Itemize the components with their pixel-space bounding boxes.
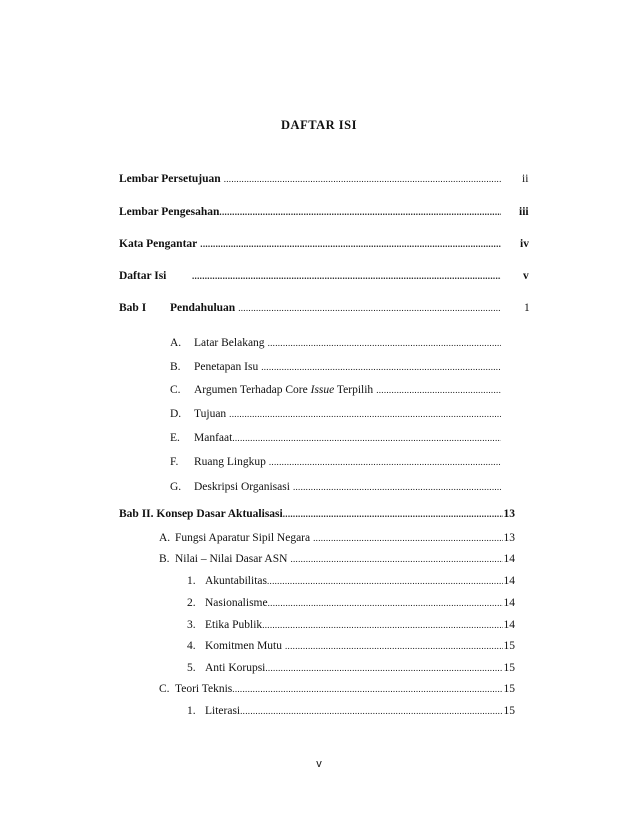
toc-item-manfaat[interactable]: [170, 430, 502, 446]
toc-entry-lembar-pengesahan[interactable]: [119, 204, 502, 220]
subitem-number: 4.: [187, 640, 196, 652]
toc-chapter-bab-1[interactable]: [119, 300, 502, 316]
toc-entry-page: iv: [520, 238, 529, 250]
toc-entry-page: 14: [503, 553, 515, 565]
item-label-italic: Issue: [310, 384, 335, 396]
leader-dots: [192, 268, 501, 284]
item-letter: D.: [170, 408, 182, 420]
leader-dots: [290, 551, 502, 567]
leader-dots: [265, 660, 502, 676]
subitem-label: Akuntabilitas: [205, 575, 267, 587]
toc-entry-label: Kata Pengantar: [119, 238, 198, 250]
item-letter: F.: [170, 456, 179, 468]
toc-entry-page: ii: [522, 173, 529, 185]
toc-entry-kata-pengantar[interactable]: [119, 236, 502, 252]
section-label: Fungsi Aparatur Sipil Negara: [175, 532, 311, 544]
subitem-number: 5.: [187, 662, 196, 674]
leader-dots: [232, 681, 502, 697]
toc-item-penetapan-isu[interactable]: [170, 359, 502, 375]
section-letter: C.: [159, 683, 170, 695]
toc-entry-page: 15: [503, 705, 515, 717]
leader-dots: [268, 335, 501, 351]
toc-subitem-literasi[interactable]: [187, 703, 515, 719]
item-letter: C.: [170, 384, 181, 396]
toc-entry-page: 15: [503, 683, 515, 695]
item-label-text: Argumen Terhadap Core: [194, 384, 311, 396]
item-label: Deskripsi Organisasi: [194, 481, 290, 493]
toc-subitem-akuntabilitas[interactable]: [187, 573, 515, 589]
section-label: Nilai – Nilai Dasar ASN: [175, 553, 288, 565]
toc-subitem-etika-publik[interactable]: [187, 617, 515, 633]
leader-dots: [224, 171, 501, 187]
section-label: Teori Teknis: [175, 683, 233, 695]
chapter-title: Bab II. Konsep Dasar Aktualisasi: [119, 508, 283, 520]
toc-item-ruang-lingkup[interactable]: [170, 454, 502, 470]
toc-entry-page: iii: [519, 206, 529, 218]
toc-entry-page: 14: [503, 597, 515, 609]
leader-dots: [232, 430, 501, 446]
toc-entry-page: v: [523, 270, 529, 282]
leader-dots: [268, 595, 503, 611]
toc-chapter-bab-2[interactable]: [119, 506, 515, 522]
toc-subitem-anti-korupsi[interactable]: [187, 660, 515, 676]
toc-item-tujuan[interactable]: [170, 406, 502, 422]
item-letter: A.: [170, 337, 182, 349]
toc-entry-page: 14: [503, 619, 515, 631]
toc-entry-page: 15: [503, 662, 515, 674]
chapter-title: Pendahuluan: [170, 302, 236, 314]
chapter-number: Bab I: [119, 302, 147, 314]
item-letter: B.: [170, 361, 181, 373]
item-label: Latar Belakang: [194, 337, 265, 349]
leader-dots: [376, 382, 501, 398]
toc-section-teori-teknis[interactable]: [159, 681, 515, 697]
subitem-number: 1.: [187, 705, 196, 717]
toc-subitem-nasionalisme[interactable]: [187, 595, 515, 611]
item-label-text: Terpilih: [334, 384, 374, 396]
toc-entry-daftar-isi[interactable]: [119, 268, 502, 284]
item-label: Tujuan: [194, 408, 227, 420]
toc-entry-lembar-persetujuan[interactable]: [119, 171, 502, 187]
leader-dots: [313, 530, 502, 546]
toc-item-argumen[interactable]: [170, 382, 502, 398]
leader-dots: [240, 703, 502, 719]
toc-entry-page: 14: [503, 575, 515, 587]
toc-entry-page: 15: [503, 640, 515, 652]
leader-dots: [293, 479, 501, 495]
item-letter: G.: [170, 481, 182, 493]
subitem-number: 3.: [187, 619, 196, 631]
page-number-footer: v: [316, 758, 322, 770]
toc-subitem-komitmen-mutu[interactable]: [187, 638, 515, 654]
leader-dots: [219, 204, 501, 220]
section-letter: A.: [159, 532, 171, 544]
subitem-label: Etika Publik: [205, 619, 263, 631]
leader-dots: [283, 506, 503, 522]
leader-dots: [269, 454, 501, 470]
item-letter: E.: [170, 432, 180, 444]
leader-dots: [229, 406, 501, 422]
leader-dots: [262, 617, 502, 633]
subitem-label: Literasi: [205, 705, 241, 717]
toc-section-nilai-dasar[interactable]: [159, 551, 515, 567]
leader-dots: [261, 359, 501, 375]
subitem-number: 1.: [187, 575, 196, 587]
page-title: DAFTAR ISI: [281, 118, 357, 132]
toc-entry-label: Lembar Pengesahan: [119, 206, 220, 218]
subitem-label: Komitmen Mutu: [205, 640, 282, 652]
item-label: Ruang Lingkup: [194, 456, 266, 468]
toc-item-deskripsi-organisasi[interactable]: [170, 479, 502, 495]
toc-entry-page: 1: [524, 302, 530, 314]
subitem-number: 2.: [187, 597, 196, 609]
item-label: [194, 382, 373, 398]
item-label: Penetapan Isu: [194, 361, 259, 373]
leader-dots: [238, 300, 501, 316]
leader-dots: [285, 638, 503, 654]
toc-section-fungsi-asn[interactable]: [159, 530, 515, 546]
toc-entry-page: 13: [503, 532, 515, 544]
toc-entry-label: Daftar Isi: [119, 270, 167, 282]
section-letter: B.: [159, 553, 170, 565]
subitem-label: Nasionalisme: [205, 597, 268, 609]
toc-entry-label: Lembar Persetujuan: [119, 173, 221, 185]
toc-item-latar-belakang[interactable]: [170, 335, 502, 351]
leader-dots: [200, 236, 501, 252]
subitem-label: Anti Korupsi: [205, 662, 266, 674]
leader-dots: [267, 573, 503, 589]
toc-entry-page: 13: [503, 508, 515, 520]
item-label: Manfaat: [194, 432, 233, 444]
